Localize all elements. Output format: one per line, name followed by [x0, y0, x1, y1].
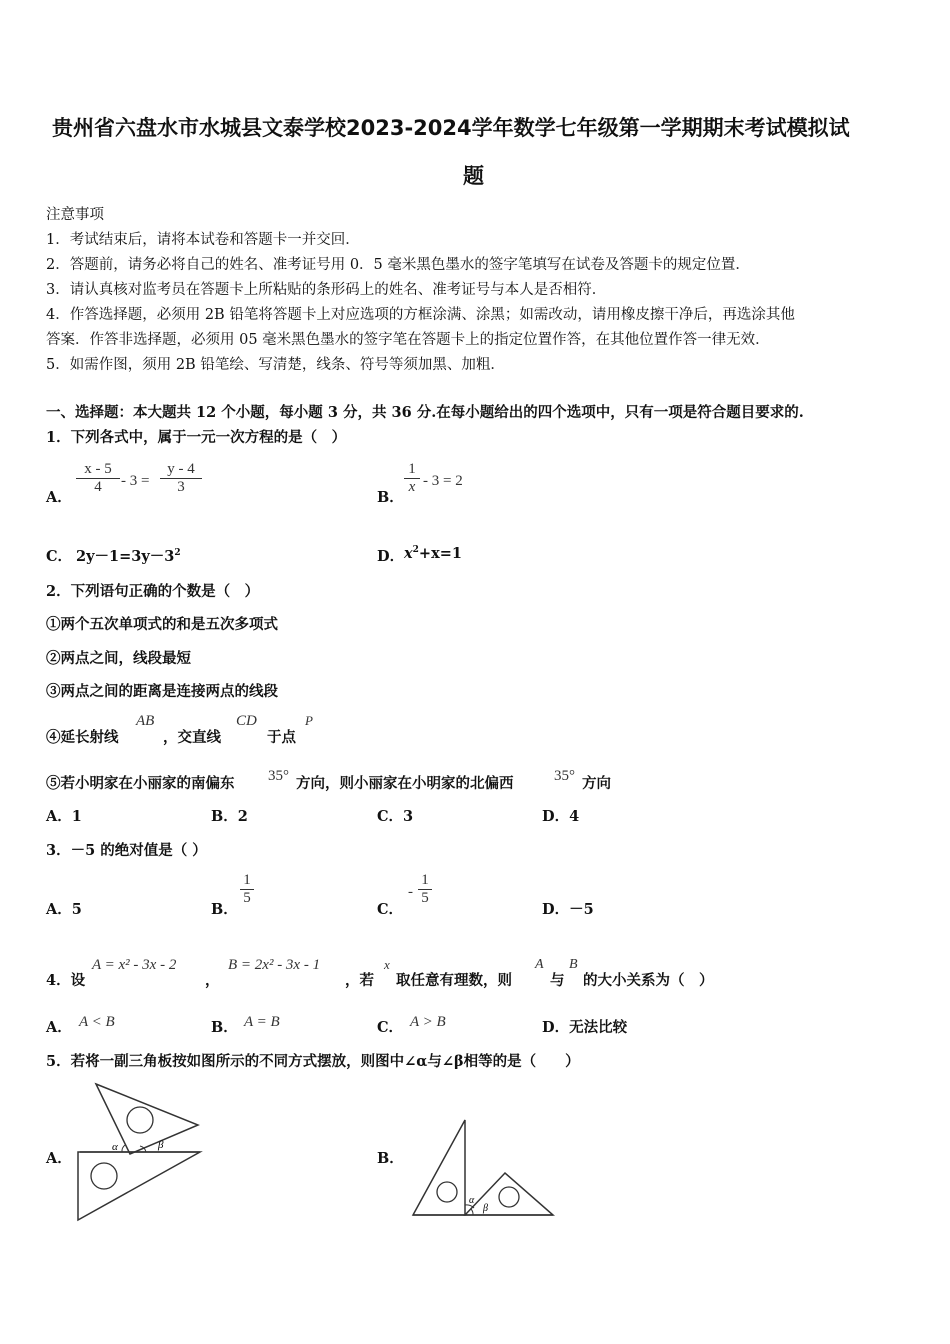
q2-statement-4-b: ，交直线	[163, 729, 221, 746]
q4-yu: 与	[550, 972, 565, 989]
q1-option-d	[404, 545, 462, 562]
notice-item: 答案．作答非选择题，必须用 05 毫米黑色墨水的签字笔在答题卡上的指定位置作答，在其他位置作答一律无效．	[46, 332, 770, 348]
q1-a-fraction-1	[76, 461, 120, 496]
q5-figure-b	[405, 1115, 560, 1225]
q1-b-fraction	[404, 461, 420, 496]
q4-expr-b: B = 2x² - 3x - 1	[228, 957, 321, 973]
q2-option-a: A．1	[46, 808, 82, 825]
q1-b-num: 1	[408, 461, 416, 477]
q4-comma: ，	[205, 972, 220, 989]
q2-point-p: P	[305, 713, 313, 728]
q2-statement-1: ①两个五次单项式的和是五次多项式	[46, 616, 278, 633]
notice-item: 3．请认真核对监考员在答题卡上所粘贴的条形码上的姓名、准考证号与本人是否相符．	[46, 282, 607, 298]
q3-option-c-label: C．	[377, 901, 404, 918]
page-title-line1: 贵州省六盘水市水城县文泰学校2023-2024学年数学七年级第一学期期末考试模拟试	[52, 116, 850, 140]
q4-var-b: B	[569, 957, 578, 972]
q4-option-c-label: C．	[377, 1019, 404, 1036]
q3-c-fraction	[418, 872, 432, 907]
q2-ray-ab: AB	[136, 713, 155, 729]
q1-option-b-label: B．	[377, 489, 404, 506]
q2-angle-2: 35°	[554, 768, 575, 784]
q5-b-left-triangle	[413, 1120, 465, 1215]
q2-angle-1: 35°	[268, 768, 289, 784]
q5-b-alpha: α	[469, 1195, 475, 1206]
notice-item: 5．如需作图，须用 2B 铅笔绘、写清楚，线条、符号等须加黑、加粗．	[46, 357, 505, 373]
notice-item: 4．作答选择题，必须用 2B 铅笔将答题卡上对应选项的方框涂满、涂黑；如需改动，请用橡皮擦干净后，再选涂其他	[46, 307, 795, 323]
q5-a-alpha-arc	[122, 1145, 125, 1152]
q5-a-lower-circle	[91, 1163, 117, 1189]
q5-b-beta: β	[483, 1203, 488, 1214]
q3-b-den: 5	[243, 890, 251, 906]
q4-mid1: ，若	[345, 972, 374, 989]
q3-option-b-label: B．	[211, 901, 238, 918]
q1-b-den: x	[408, 479, 416, 495]
q5-figure-a	[70, 1080, 210, 1225]
q2-statement-5-c: 方向	[582, 775, 611, 792]
q2-option-c: C．3	[377, 808, 414, 825]
q5-a-beta: β	[158, 1139, 164, 1151]
question-1-stem: 1．下列各式中，属于一元一次方程的是（ ）	[46, 429, 347, 446]
q5-option-a-label: A．	[46, 1150, 72, 1167]
q1-option-c	[76, 545, 181, 566]
q2-statement-4-c: 于点	[267, 729, 296, 746]
q5-a-alpha: α	[112, 1141, 118, 1153]
q5-b-right-triangle	[465, 1173, 553, 1215]
q2-statement-5-b: 方向，则小丽家在小明家的北偏西	[296, 775, 514, 792]
q5-a-upper-circle	[127, 1107, 153, 1133]
q5-b-beta-arc	[471, 1209, 473, 1215]
q1-d-sup: 2	[412, 545, 419, 556]
notice-item: 1．考试结束后，请将本试卷和答题卡一并交回．	[46, 232, 360, 248]
q5-option-b-label: B．	[377, 1150, 404, 1167]
q4-option-a: A < B	[79, 1014, 115, 1030]
q2-statement-4-a: ④延长射线	[46, 729, 119, 746]
q1-a-num1: x - 5	[84, 461, 112, 477]
q5-b-left-circle	[437, 1182, 457, 1202]
q4-option-b: A = B	[244, 1014, 280, 1030]
q4-option-d: D．无法比较	[542, 1019, 628, 1036]
q1-d-rest: +x=1	[418, 545, 462, 562]
q4-var-x: x	[384, 957, 390, 972]
question-4-pre: 4．设	[46, 972, 86, 989]
q1-a-num2: y - 4	[167, 461, 195, 477]
q1-option-d-label: D．	[377, 548, 405, 565]
q3-b-num: 1	[243, 872, 251, 888]
q1-a-fraction-2	[160, 461, 202, 496]
q1-a-mid: - 3 =	[121, 473, 150, 489]
q4-option-c: A > B	[410, 1014, 446, 1030]
q1-c-text: 2y－1=3y－3	[76, 548, 175, 565]
q2-option-d: D．4	[542, 808, 580, 825]
q2-statement-3: ③两点之间的距离是连接两点的线段	[46, 683, 278, 700]
q4-option-a-label: A．	[46, 1019, 72, 1036]
q1-c-sup: 2	[174, 548, 181, 559]
q3-c-den: 5	[421, 890, 429, 906]
q3-c-num: 1	[421, 872, 429, 888]
q4-option-b-label: B．	[211, 1019, 238, 1036]
q2-option-b: B．2	[211, 808, 248, 825]
q4-mid2: 取任意有理数，则	[396, 972, 512, 989]
q2-statement-2: ②两点之间，线段最短	[46, 650, 191, 667]
q3-option-a: A．5	[46, 901, 82, 918]
q4-expr-a: A = x² - 3x - 2	[92, 957, 177, 973]
q5-b-right-circle	[499, 1187, 519, 1207]
notice-heading: 注意事项	[46, 207, 104, 223]
notice-item: 2．答题前，请务必将自己的姓名、准考证号用 0．5 毫米黑色墨水的签字笔填写在试卷及答题卡的规定位置．	[46, 257, 750, 273]
q2-line-cd: CD	[236, 713, 257, 729]
q3-option-d: D．－5	[542, 901, 594, 918]
q4-end: 的大小关系为（ ）	[583, 972, 714, 989]
page-title-line2: 题	[463, 164, 484, 188]
q1-option-a-label: A．	[46, 489, 72, 506]
question-5-stem: 5．若将一副三角板按如图所示的不同方式摆放，则图中∠α与∠β相等的是（ ）	[46, 1053, 580, 1070]
question-2-stem: 2．下列语句正确的个数是（ ）	[46, 583, 260, 600]
q1-b-rest: - 3 = 2	[423, 473, 463, 489]
q4-var-a: A	[535, 957, 544, 972]
q2-statement-5-a: ⑤若小明家在小丽家的南偏东	[46, 775, 235, 792]
q3-c-sign: -	[408, 884, 413, 900]
section-heading: 一、选择题：本大题共 12 个小题，每小题 3 分，共 36 分.在每小题给出的四个选项中，只有一项是符合题目要求的.	[46, 404, 804, 421]
q1-option-c-label: C．	[46, 548, 73, 565]
q1-a-den1: 4	[94, 479, 102, 495]
q1-d-x: x	[404, 545, 413, 562]
q3-b-fraction	[240, 872, 254, 907]
question-3-stem: 3．－5 的绝对值是（ ）	[46, 842, 207, 859]
q1-a-den2: 3	[177, 479, 185, 495]
